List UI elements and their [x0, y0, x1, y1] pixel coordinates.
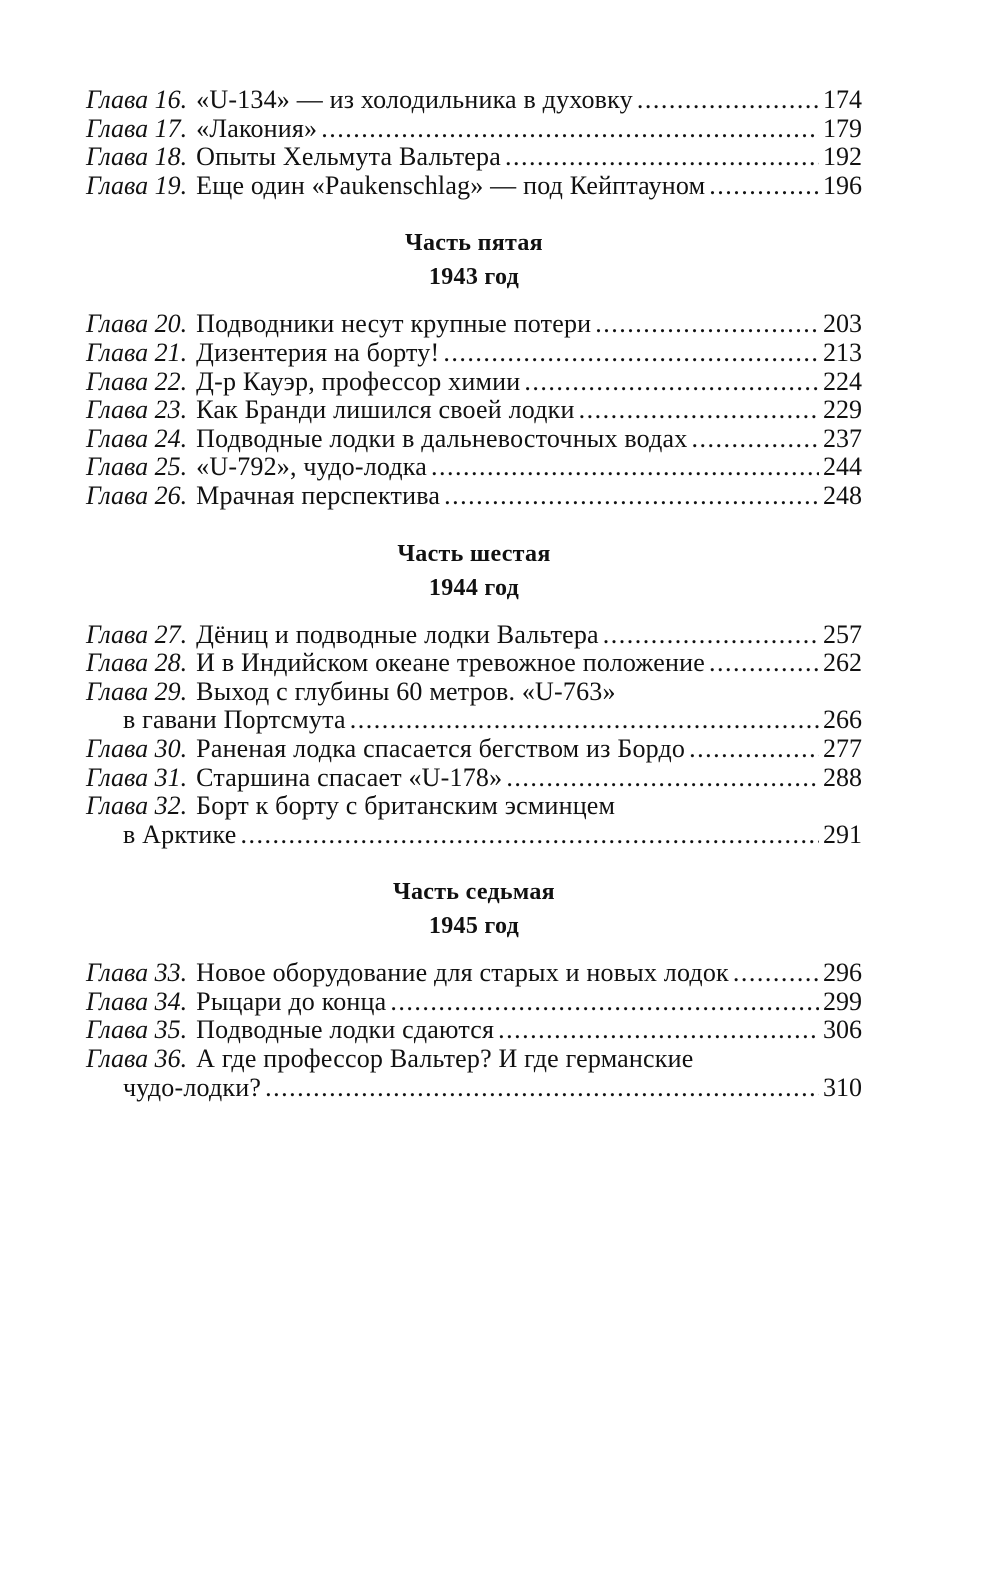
part-heading-block	[86, 226, 862, 294]
page-number: 213	[823, 337, 862, 367]
toc-entry	[86, 115, 862, 144]
chapter-label: Глава	[86, 423, 149, 453]
chapter-title: Еще один «Paukenschlag» — под Кейптауном	[196, 170, 706, 200]
page-number: 174	[823, 85, 862, 114]
page-number: 237	[823, 423, 862, 453]
toc-entry	[86, 339, 862, 368]
chapter-label: Глава	[86, 366, 149, 396]
page-number: 224	[823, 366, 862, 396]
chapter-number: 29.	[154, 676, 188, 706]
page-number: 248	[823, 480, 862, 510]
toc-entry	[86, 735, 862, 764]
chapter-number: 28.	[154, 648, 188, 678]
toc-entry	[86, 396, 862, 425]
chapter-label: Глава	[86, 676, 149, 706]
part-title: Часть седьмая	[393, 879, 555, 906]
chapter-title: Подводные лодки сдаются	[196, 1015, 495, 1045]
chapter-label: Глава	[86, 142, 149, 172]
toc-entry	[86, 792, 862, 821]
chapter-label: Глава	[86, 762, 149, 792]
chapter-title: Новое оборудование для старых и новых лодок	[196, 958, 729, 988]
dot-leader	[431, 453, 819, 482]
page-number: 306	[823, 1015, 862, 1045]
part-year: 1943 год	[428, 264, 520, 291]
page-number: 203	[823, 309, 862, 339]
chapter-number: 23.	[154, 395, 188, 425]
dot-leader	[350, 706, 819, 735]
chapter-number: 20.	[154, 309, 188, 339]
chapter-number: 31.	[154, 762, 188, 792]
chapter-title: Д-р Кауэр, профессор химии	[196, 366, 521, 396]
chapter-title: А где профессор Вальтер? И где германские	[196, 1044, 694, 1074]
chapter-label: Глава	[86, 170, 149, 200]
chapter-label: Глава	[86, 791, 149, 821]
chapter-label: Глава	[86, 85, 149, 114]
chapter-title: Как Бранди лишился своей лодки	[196, 395, 575, 425]
page-number: 179	[823, 113, 862, 143]
chapter-title: Подводные лодки в дальневосточных водах	[196, 423, 688, 453]
toc-entry	[86, 678, 862, 707]
page-number: 299	[823, 986, 862, 1016]
toc-entry	[86, 425, 862, 454]
chapter-number: 30.	[154, 733, 188, 763]
chapter-title: Подводники несут крупные потери	[196, 309, 592, 339]
page-number: 288	[823, 762, 862, 792]
chapter-number: 25.	[154, 452, 188, 482]
toc-section	[86, 537, 862, 850]
table-of-contents	[86, 86, 862, 1102]
chapter-label: Глава	[86, 337, 149, 367]
page-number: 196	[823, 170, 862, 200]
dot-leader	[603, 621, 819, 650]
chapter-number: 36.	[154, 1044, 188, 1074]
page-number: 192	[823, 142, 862, 172]
dot-leader	[579, 396, 819, 425]
dot-leader	[390, 988, 819, 1017]
dot-leader	[265, 1074, 819, 1103]
chapter-number: 19.	[154, 170, 188, 200]
chapter-label: Глава	[86, 309, 149, 339]
toc-entry	[86, 482, 862, 511]
chapter-number: 16.	[154, 85, 188, 114]
chapter-title: Рыцари до конца	[196, 986, 387, 1016]
chapter-title: «Лакония»	[196, 113, 318, 143]
page-number: 257	[823, 619, 862, 649]
dot-leader	[443, 339, 819, 368]
chapter-label: Глава	[86, 986, 149, 1016]
chapter-number: 35.	[154, 1015, 188, 1045]
chapter-label: Глава	[86, 395, 149, 425]
dot-leader	[595, 310, 819, 339]
toc-entry	[86, 143, 862, 172]
page-number: 266	[823, 705, 862, 735]
toc-entry	[86, 86, 862, 115]
chapter-number: 34.	[154, 986, 188, 1016]
dot-leader	[505, 143, 819, 172]
dot-leader	[709, 649, 819, 678]
chapter-title: Раненая лодка спасается бегством из Бордо	[196, 733, 686, 763]
chapter-title: «U-134» — из холодильника в духовку	[196, 85, 633, 114]
dot-leader	[524, 368, 819, 397]
toc-entry	[86, 1016, 862, 1045]
chapter-title: Мрачная перспектива	[196, 480, 441, 510]
chapter-number: 33.	[154, 958, 188, 988]
chapter-number: 26.	[154, 480, 188, 510]
chapter-label: Глава	[86, 619, 149, 649]
toc-entry-continuation	[86, 706, 862, 735]
chapter-title: И в Индийском океане тревожное положение	[196, 648, 705, 678]
toc-entry	[86, 453, 862, 482]
chapter-number: 21.	[154, 337, 188, 367]
chapter-label: Глава	[86, 1044, 149, 1074]
chapter-number: 18.	[154, 142, 188, 172]
dot-leader	[240, 821, 819, 850]
toc-entry	[86, 310, 862, 339]
chapter-label: Глава	[86, 480, 149, 510]
chapter-number: 22.	[154, 366, 188, 396]
part-year: 1944 год	[428, 574, 520, 601]
toc-section	[86, 86, 862, 200]
chapter-number: 24.	[154, 423, 188, 453]
chapter-title: Дёниц и подводные лодки Вальтера	[196, 619, 599, 649]
page-number: 291	[823, 819, 862, 849]
toc-entry	[86, 621, 862, 650]
part-year: 1945 год	[428, 913, 520, 940]
chapter-label: Глава	[86, 452, 149, 482]
dot-leader	[444, 482, 819, 511]
toc-entry	[86, 368, 862, 397]
chapter-title: Дизентерия на борту!	[196, 337, 440, 367]
chapter-title: Выход с глубины 60 метров. «U-763»	[196, 676, 616, 706]
chapter-title: в гавани Портсмута	[123, 705, 346, 735]
toc-entry	[86, 959, 862, 988]
chapter-title: Борт к борту с британским эсминцем	[196, 791, 616, 821]
chapter-title: Опыты Хельмута Вальтера	[196, 142, 501, 172]
page-number: 244	[823, 452, 862, 482]
chapter-label: Глава	[86, 958, 149, 988]
toc-entry	[86, 649, 862, 678]
toc-entry	[86, 764, 862, 793]
dot-leader	[689, 735, 819, 764]
chapter-title: «U-792», чудо-лодка	[196, 452, 427, 482]
chapter-label: Глава	[86, 733, 149, 763]
toc-section	[86, 875, 862, 1102]
chapter-number: 27.	[154, 619, 188, 649]
dot-leader	[692, 425, 820, 454]
toc-section	[86, 226, 862, 510]
dot-leader	[498, 1016, 819, 1045]
page-number: 310	[823, 1072, 862, 1102]
part-heading-block	[86, 537, 862, 605]
chapter-title: в Арктике	[123, 819, 237, 849]
toc-entry-continuation	[86, 1074, 862, 1103]
dot-leader	[321, 115, 819, 144]
page-number: 229	[823, 395, 862, 425]
dot-leader	[506, 764, 819, 793]
dot-leader	[637, 86, 819, 115]
part-title: Часть пятая	[405, 230, 543, 257]
chapter-label: Глава	[86, 113, 149, 143]
page-number: 277	[823, 733, 862, 763]
toc-entry	[86, 1045, 862, 1074]
chapter-label: Глава	[86, 1015, 149, 1045]
dot-leader	[733, 959, 819, 988]
page-number: 262	[823, 648, 862, 678]
toc-entry-continuation	[86, 821, 862, 850]
dot-leader	[709, 172, 819, 201]
page-number: 296	[823, 958, 862, 988]
part-heading-block	[86, 875, 862, 943]
toc-entry	[86, 172, 862, 201]
part-title: Часть шестая	[397, 540, 551, 567]
chapter-number: 32.	[154, 791, 188, 821]
chapter-title: Старшина спасает «U-178»	[196, 762, 503, 792]
chapter-number: 17.	[154, 113, 188, 143]
chapter-label: Глава	[86, 648, 149, 678]
toc-entry	[86, 988, 862, 1017]
chapter-title: чудо-лодки?	[123, 1072, 262, 1102]
